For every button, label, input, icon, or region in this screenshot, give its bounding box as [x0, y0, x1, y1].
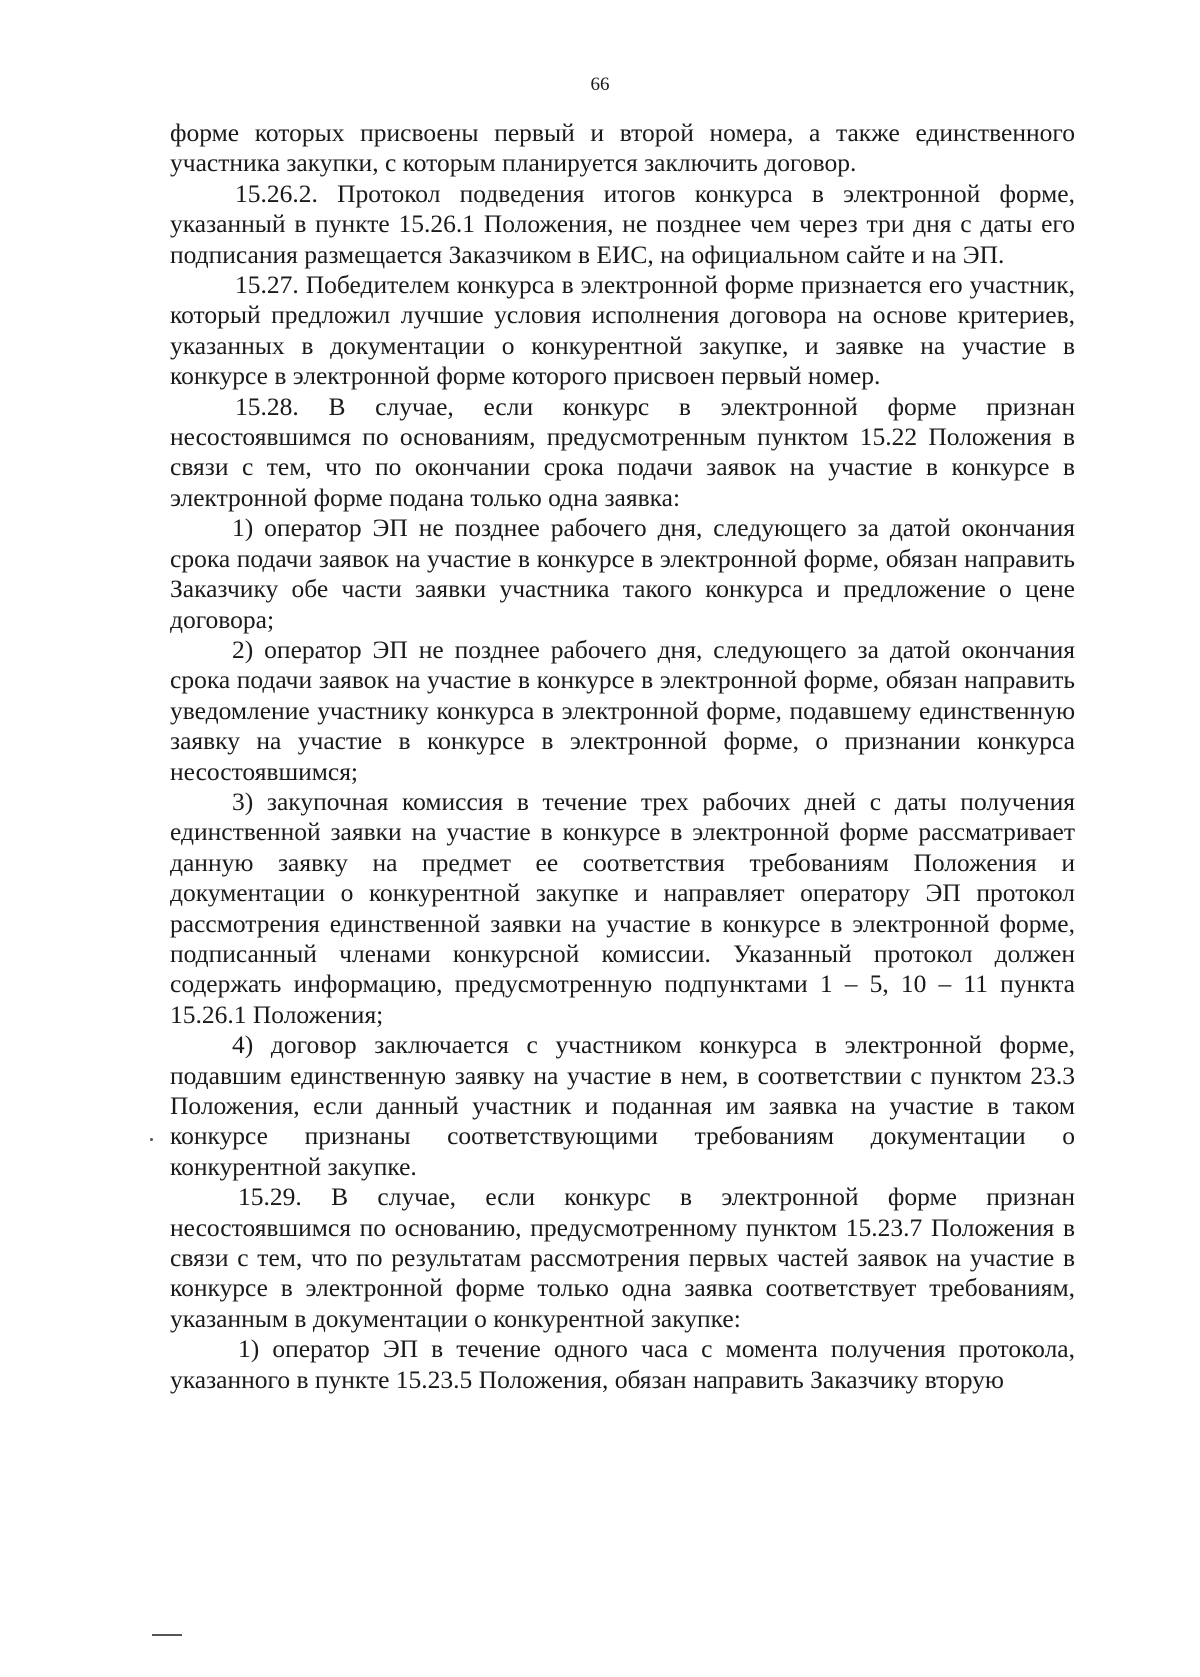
paragraph-15-26-2: 15.26.2. Протокол подведения итогов конкурса в электронной форме, указанный в пункте 15.26.1 Положения, не позднее чем через три дня с даты его подписания размещается Заказчиком в ЕИС, на официальном сайте и на ЭП. — [170, 178, 1075, 269]
page-number: 66 — [590, 74, 610, 95]
paragraph-15-28: 15.28. В случае, если конкурс в электронной форме признан несостоявшимся по основаниям, предусмотренным пунктом 15.22 Положения в связи с тем, что по окончании срока подачи заявок на участие в конкурсе в электронной форме подана только одна заявка: — [170, 391, 1075, 512]
paragraph-15-28-item-4: 4) договор заключается с участником конкурса в электронной форме, подавшим единственную заявку на участие в нем, в соответствии с пунктом 23.3 Положения, если данный участник и поданная им заявка на участие в таком конкурсе признаны соответствующими требованиям документации о конкурентной закупке. — [170, 1030, 1075, 1181]
scan-mark — [152, 1634, 182, 1636]
document-body — [170, 118, 1075, 1395]
paragraph-15-28-item-3: 3) закупочная комиссия в течение трех рабочих дней с даты получения единственной заявки на участие в конкурсе в электронной форме рассматривает данную заявку на предмет ее соответствия требованиям Положения и документации о конкурентной закупке и направляет оператору ЭП протокол рассмотрения единственной заявки на участие в конкурсе в электронной форме, подписанный членами конкурсной комиссии. Указанный протокол должен содержать информацию, предусмотренную подпунктами 1 – 5, 10 – 11 пункта 15.26.1 Положения; — [170, 786, 1075, 1029]
paragraph-15-29-item-1: 1) оператор ЭП в течение одного часа с момента получения протокола, указанного в пункте 15.23.5 Положения, обязан направить Заказчику вторую — [170, 1334, 1075, 1394]
paragraph-continuation: форме которых присвоены первый и второй номера, а также единственного участника закупки, с которым планируется заключить договор. — [170, 118, 1075, 178]
paragraph-15-28-item-2: 2) оператор ЭП не позднее рабочего дня, следующего за датой окончания срока подачи заявок на участие в конкурсе в электронной форме, обязан направить уведомление участнику конкурса в электронной форме, подавшему единственную заявку на участие в конкурсе в электронной форме, о признании конкурса несостоявшимся; — [170, 634, 1075, 786]
paragraph-15-27: 15.27. Победителем конкурса в электронной форме признается его участник, который предложил лучшие условия исполнения договора на основе критериев, указанных в документации о конкурентной закупке, и заявке на участие в конкурсе в электронной форме которого присвоен первый номер. — [170, 270, 1075, 391]
scan-speck — [150, 1138, 153, 1141]
paragraph-15-28-item-1: 1) оператор ЭП не позднее рабочего дня, следующего за датой окончания срока подачи заявок на участие в конкурсе в электронной форме, обязан направить Заказчику обе части заявки участника такого конкурса и предложение о цене договора; — [170, 513, 1075, 634]
paragraph-15-29: 15.29. В случае, если конкурс в электронной форме признан несостоявшимся по основанию, предусмотренному пунктом 15.23.7 Положения в связи с тем, что по результатам рассмотрения первых частей заявок на участие в конкурсе в электронной форме только одна заявка соответствует требованиям, указанным в документации о конкурентной закупке: — [170, 1182, 1075, 1333]
